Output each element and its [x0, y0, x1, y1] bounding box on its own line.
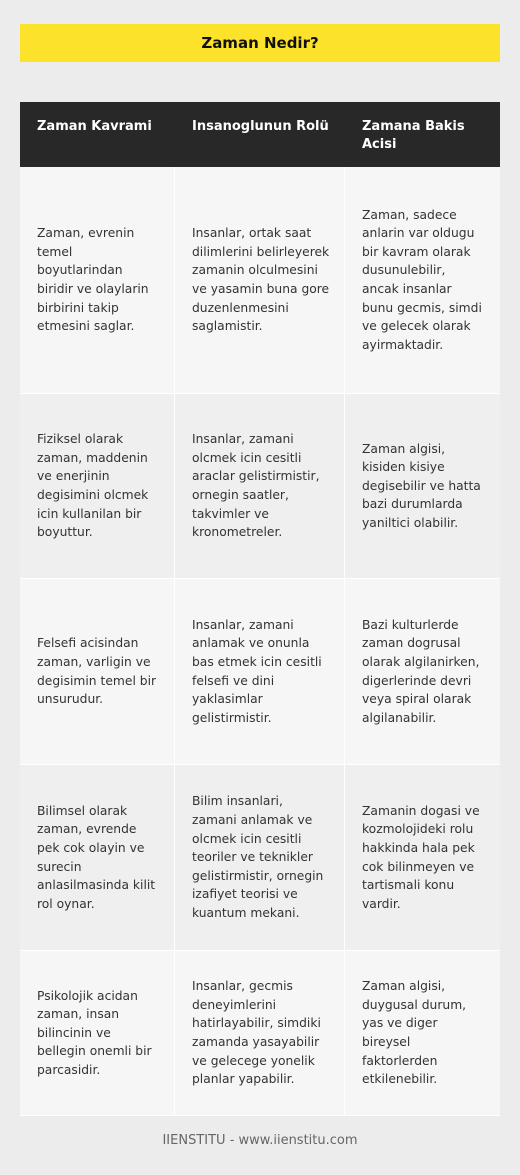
table-cell: Zamanin dogasi ve kozmolojideki rolu hakkinda hala pek cok bilinmeyen ve tartismali konu vardir. [362, 803, 480, 911]
table-row [20, 951, 500, 1116]
content-table [20, 102, 500, 1116]
table-cell: Insanlar, ortak saat dilimlerini belirleyerek zamanin olculmesini ve yasamin buna gore duzenlenmesini saglamistir. [175, 167, 345, 393]
table-cell: Zaman, sadece anlarin var oldugu bir kavram olarak dusunulebilir, ancak insanlar bunu gecmis, simdi ve gelecek olarak ayirmaktadir. [362, 207, 482, 352]
table-cell: Zaman algisi, duygusal durum, yas ve diger bireysel faktorlerden etkilenebilir. [362, 979, 467, 1087]
table-cell: Bilimsel olarak zaman, evrende pek cok olayin ve surecin anlasilmasinda kilit rol oynar. [20, 765, 175, 950]
table-row [20, 765, 500, 951]
table-cell: Insanlar, gecmis deneyimlerini hatirlayabilir, simdiki zamanda yasayabilir ve gelecege yonelik planlar yapabilir. [175, 951, 345, 1115]
table-cell: Psikolojik acidan zaman, insan bilincinin ve bellegin onemli bir parcasidir. [20, 951, 175, 1115]
table-cell: Insanlar, zamani olcmek icin cesitli araclar gelistirmistir, ornegin saatler, takvimler ve kronometreler. [175, 394, 345, 578]
header-cell: Zaman Kavrami [37, 119, 152, 134]
table-header [20, 102, 500, 167]
table-cell: Zaman, evrenin temel boyutlarindan biridir ve olaylarin birbirini takip etmesini saglar. [20, 167, 175, 393]
table-cell: Bilim insanlari, zamani anlamak ve olcmek icin cesitli teoriler ve teknikler gelistirmistir, ornegin izafiyet teorisi ve kuantum mekani. [175, 765, 345, 950]
table-cell: Zaman algisi, kisiden kisiye degisebilir ve hatta bazi durumlarda yaniltici olabilir. [362, 441, 481, 530]
table-cell: Insanlar, zamani anlamak ve onunla bas etmek icin cesitli felsefi ve dini yaklasimlar gelistirmistir. [175, 579, 345, 764]
table-cell: Bazi kulturlerde zaman dogrusal olarak algilanirken, digerlerinde devri veya spiral olarak algilanabilir. [362, 617, 480, 725]
footer-credit: IIENSTITU - www.iienstitu.com [162, 1133, 358, 1148]
table-row [20, 579, 500, 765]
page-title: Zaman Nedir? [201, 34, 319, 52]
table-row [20, 167, 500, 394]
table-cell: Felsefi acisindan zaman, varligin ve degisimin temel bir unsurudur. [20, 579, 175, 764]
table-row [20, 394, 500, 579]
table-cell: Fiziksel olarak zaman, maddenin ve enerjinin degisimini olcmek icin kullanilan bir boyuttur. [20, 394, 175, 578]
header-cell: Zamana Bakis Acisi [362, 119, 465, 152]
title-banner [20, 24, 500, 62]
header-cell: Insanoglunun Rolü [192, 119, 329, 134]
